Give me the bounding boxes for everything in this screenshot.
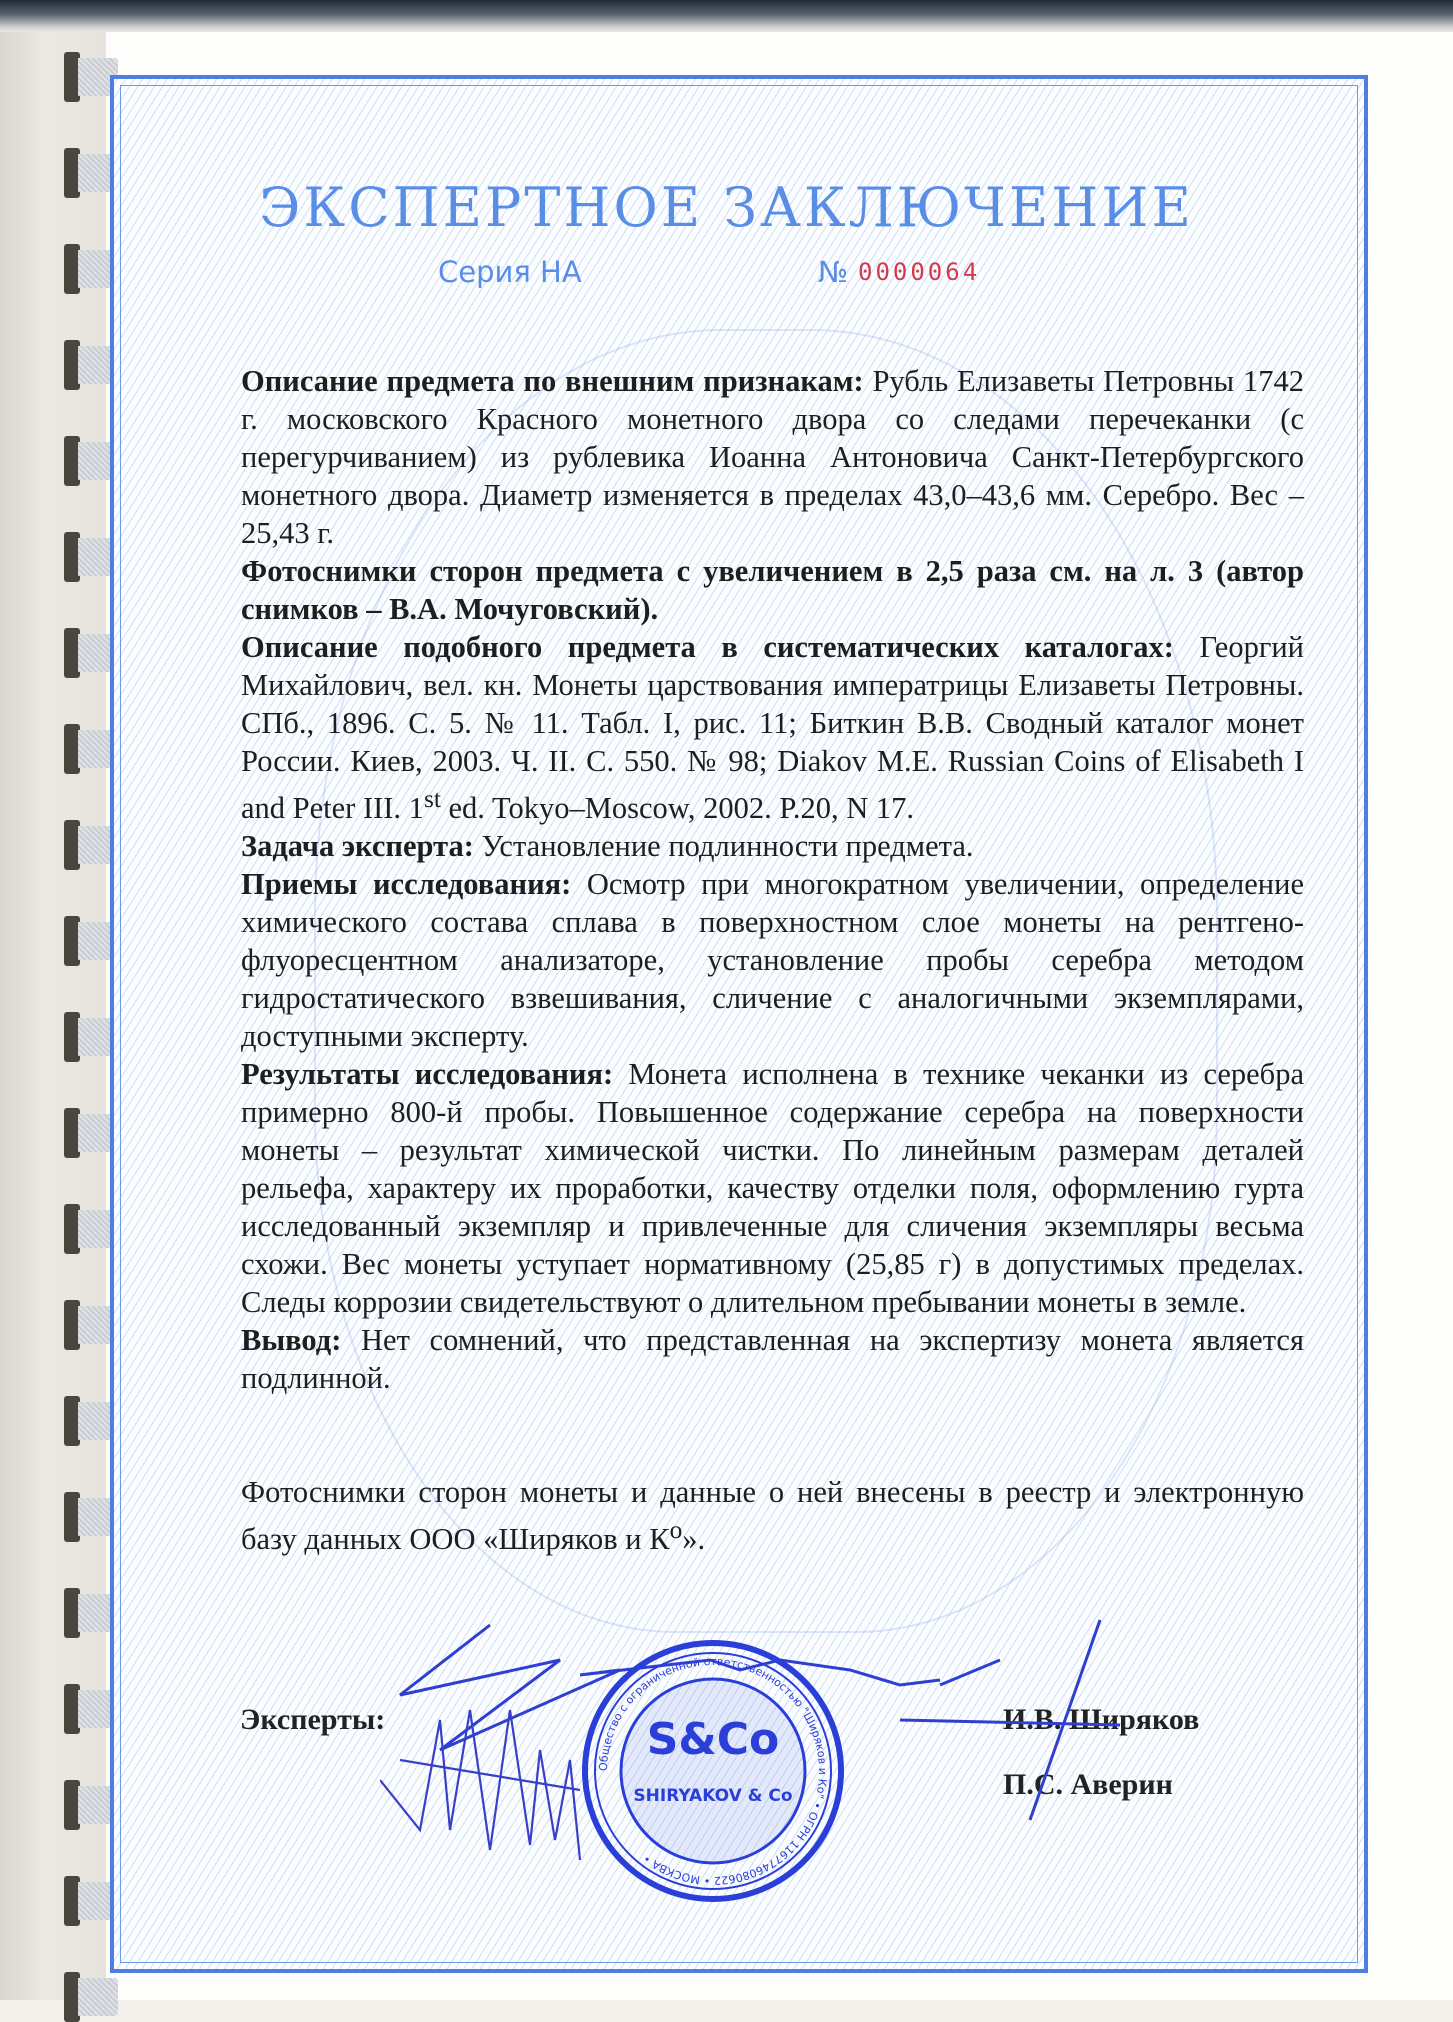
scan-top-edge [0, 0, 1453, 32]
section-heading: Описание подобного предмета в систематических каталогах: [241, 630, 1174, 664]
ring-band [78, 1978, 118, 2016]
certificate-number: 0000064 [858, 258, 981, 286]
expert-name: П.С. Аверин [1003, 1768, 1173, 1801]
section-heading: Описание предмета по внешним признакам: [241, 364, 864, 398]
section-task [241, 827, 1304, 865]
section-results [241, 1055, 1304, 1321]
binding-ring [64, 1972, 118, 2022]
certificate-body [241, 362, 1304, 1558]
document-title: ЭКСПЕРТНОЕ ЗАКЛЮЧЕНИЕ [259, 176, 1194, 239]
superscript: st [423, 785, 441, 813]
experts-label: Эксперты: [240, 1703, 386, 1736]
stamp-inner-ring [621, 1679, 805, 1863]
spacer [241, 1397, 1304, 1473]
number-symbol: № [818, 255, 849, 289]
section-text: ed. Tokyo–Moscow, 2002. P.20, N 17. [440, 791, 915, 826]
section-text: Установление подлинности предмета. [473, 829, 974, 864]
registry-note [241, 1473, 1304, 1558]
section-text: Рубль Елизаветы Петровны 1742 г. московского Красного монетного двора со следами перечеканки (с перегурчиванием) из рублевика Иоанна Антоновича Санкт-Петербургского монетного двора. Диаметр изменяется в пределах 43,0–43,6 мм. Серебро. Вес – 25,43 г. [241, 364, 1304, 550]
section-heading: Приемы исследования: [241, 867, 572, 902]
section-heading: Вывод: [241, 1323, 342, 1358]
section-text: Осмотр при многократном увеличении, определение химического состава сплава в поверхностном слое монеты на рентгено-флуоресцентном анализаторе, установление пробы серебра методом гидростатического взвешивания, сличение с аналогичными экземплярами, доступными эксперту. [241, 867, 1304, 1054]
section-heading: Фотоснимки сторон предмета с увеличением в 2,5 раза см. на л. 3 (автор снимков – В.А. Мочуговский). [241, 554, 1304, 626]
company-stamp [578, 1636, 848, 1906]
section-text: Монета исполнена в технике чеканки из серебра примерно 800-й пробы. Повышенное содержание серебра на поверхности монеты – результат химической чистки. По линейным размерам деталей рельефа, характеру их проработки, качеству отделки поля, оформлению гурта исследованный экземпляр и привлеченные для сличения экземпляры весьма схожи. Вес монеты уступает нормативному (25,85 г) в допустимых пределах. Следы коррозии свидетельствуют о длительном пребывании монеты в земле. [241, 1057, 1304, 1320]
stamp-logo: S&Co [646, 1714, 780, 1765]
stamp-company-name: SHIRYAKOV & Co [633, 1786, 793, 1806]
section-conclusion [241, 1321, 1304, 1397]
series-label: Серия НА [438, 255, 582, 289]
superscript: о [669, 1516, 683, 1545]
spiral-binding [58, 0, 118, 2000]
section-text: Георгий Михайлович, вел. кн. Монеты царствования императрицы Елизаветы Петровны. СПб., 1896. С. 5. № 11. Табл. I, рис. 11; Биткин В.В. Сводный каталог монет России. Киев, 2003. Ч. II. С. 550. № 98; Diakov M.E. Russian Coins of Elisabeth I and Peter III. 1 [241, 630, 1304, 826]
section-methods [241, 865, 1304, 1055]
registry-text: Фотоснимки сторон монеты и данные о ней внесены в реестр и электронную базу данных ООО «Ширяков и К [241, 1475, 1304, 1557]
section-heading: Задача эксперта: [241, 829, 474, 864]
section-heading: Результаты исследования: [241, 1057, 614, 1092]
section-description [241, 362, 1304, 552]
section-catalogs [241, 628, 1304, 827]
registry-text-end: ». [682, 1522, 706, 1557]
expert-name: И.В. Ширяков [1003, 1703, 1200, 1736]
section-photos [241, 552, 1304, 628]
section-text: Нет сомнений, что представленная на экспертизу монета является подлинной. [241, 1323, 1304, 1396]
stamp-ring-text: Общество с ограниченной ответственностью "Ширяков и Ко" • ОГРН 1167746080622 • МОСКВА • [596, 1654, 830, 1888]
